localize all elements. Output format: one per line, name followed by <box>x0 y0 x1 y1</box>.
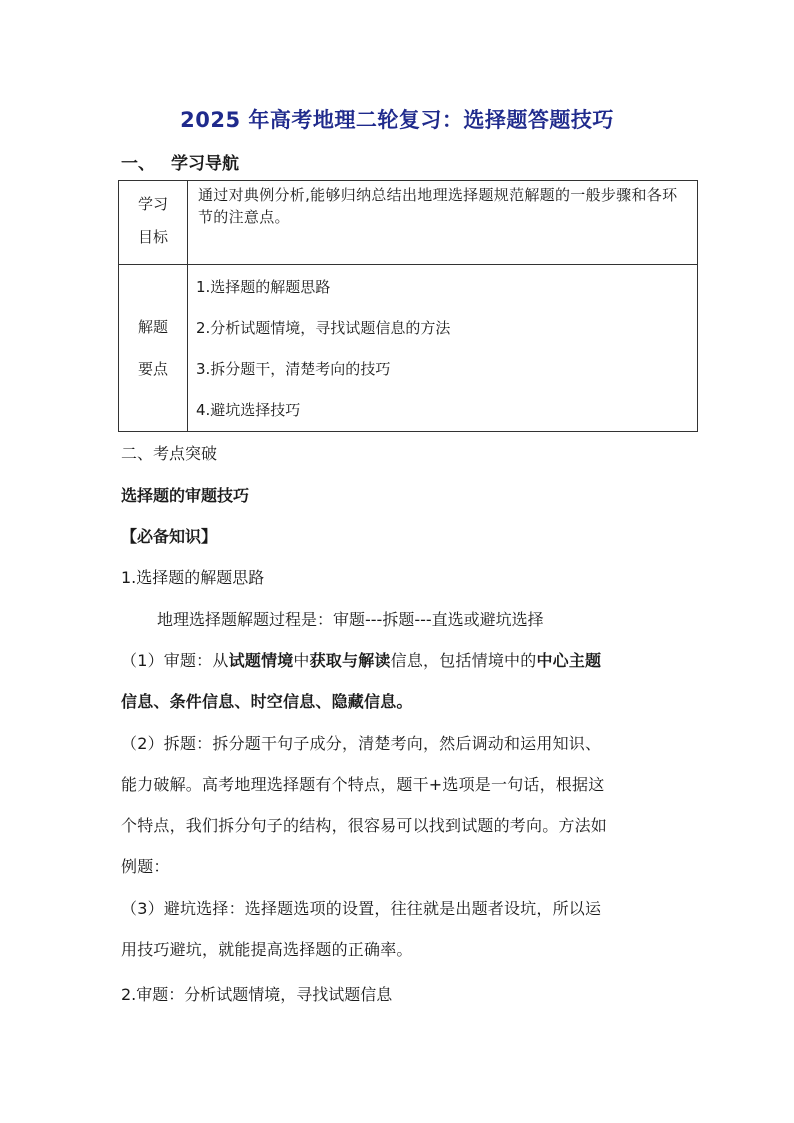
paragraph-avoid: （3）避坑选择：选择题选项的设置，往往就是出题者设坑，所以运 用技巧避坑，就能提高选择题的正确率。 <box>121 899 602 959</box>
row-content-objectives: 通过对典例分析,能够归纳总结出地理选择题规范解题的一般步骤和各环节的注意点。 <box>188 181 698 265</box>
section-title: 学习导航 <box>171 154 239 174</box>
table-row <box>119 181 698 265</box>
study-guide-table <box>118 180 698 432</box>
emphasis: 信息、条件信息、时空信息、隐藏信息。 <box>121 692 413 711</box>
emphasis: 中心主题 <box>536 651 602 670</box>
subtitle: 选择题的审题技巧 <box>121 486 250 505</box>
list-item: 4.避坑选择技巧 <box>196 401 301 419</box>
row-content-key-points <box>188 265 698 432</box>
section-heading-1 <box>121 149 239 174</box>
list-item: 2.分析试题情境，寻找试题信息的方法 <box>196 319 451 337</box>
process-line: 地理选择题解题过程是：审题---拆题---直选或避坑选择 <box>157 610 544 629</box>
emphasis: 试题情境 <box>228 651 294 670</box>
list-item: 1.选择题的解题思路 <box>196 278 331 296</box>
list-item: 3.拆分题干，清楚考向的技巧 <box>196 360 391 378</box>
document-title: 2025 年高考地理二轮复习：选择题答题技巧 <box>180 108 614 132</box>
emphasis: 获取与解读 <box>309 651 391 670</box>
section-heading-2: 二、考点突破 <box>121 444 218 463</box>
item-2: 2.审题：分析试题情境，寻找试题信息 <box>121 985 393 1004</box>
table-row <box>119 265 698 432</box>
item-1: 1.选择题的解题思路 <box>121 568 265 587</box>
row-label-objectives: 学习 目标 <box>119 181 188 265</box>
bracket-heading: 【必备知识】 <box>121 527 218 546</box>
section-number: 一、 <box>121 154 155 174</box>
row-label-key-points: 解题 要点 <box>119 265 188 432</box>
paragraph-review: （1）审题：从试题情境中获取与解读信息，包括情境中的中心主题 信息、条件信息、时空信息、隐藏信息。 <box>121 651 602 711</box>
paragraph-split: （2）拆题：拆分题干句子成分，清楚考向，然后调动和运用知识、 能力破解。高考地理选择题有个特点，题干+选项是一句话，根据这 个特点，我们拆分句子的结构，很容易可以找到试题的考向。方法如 例题： <box>121 734 608 876</box>
